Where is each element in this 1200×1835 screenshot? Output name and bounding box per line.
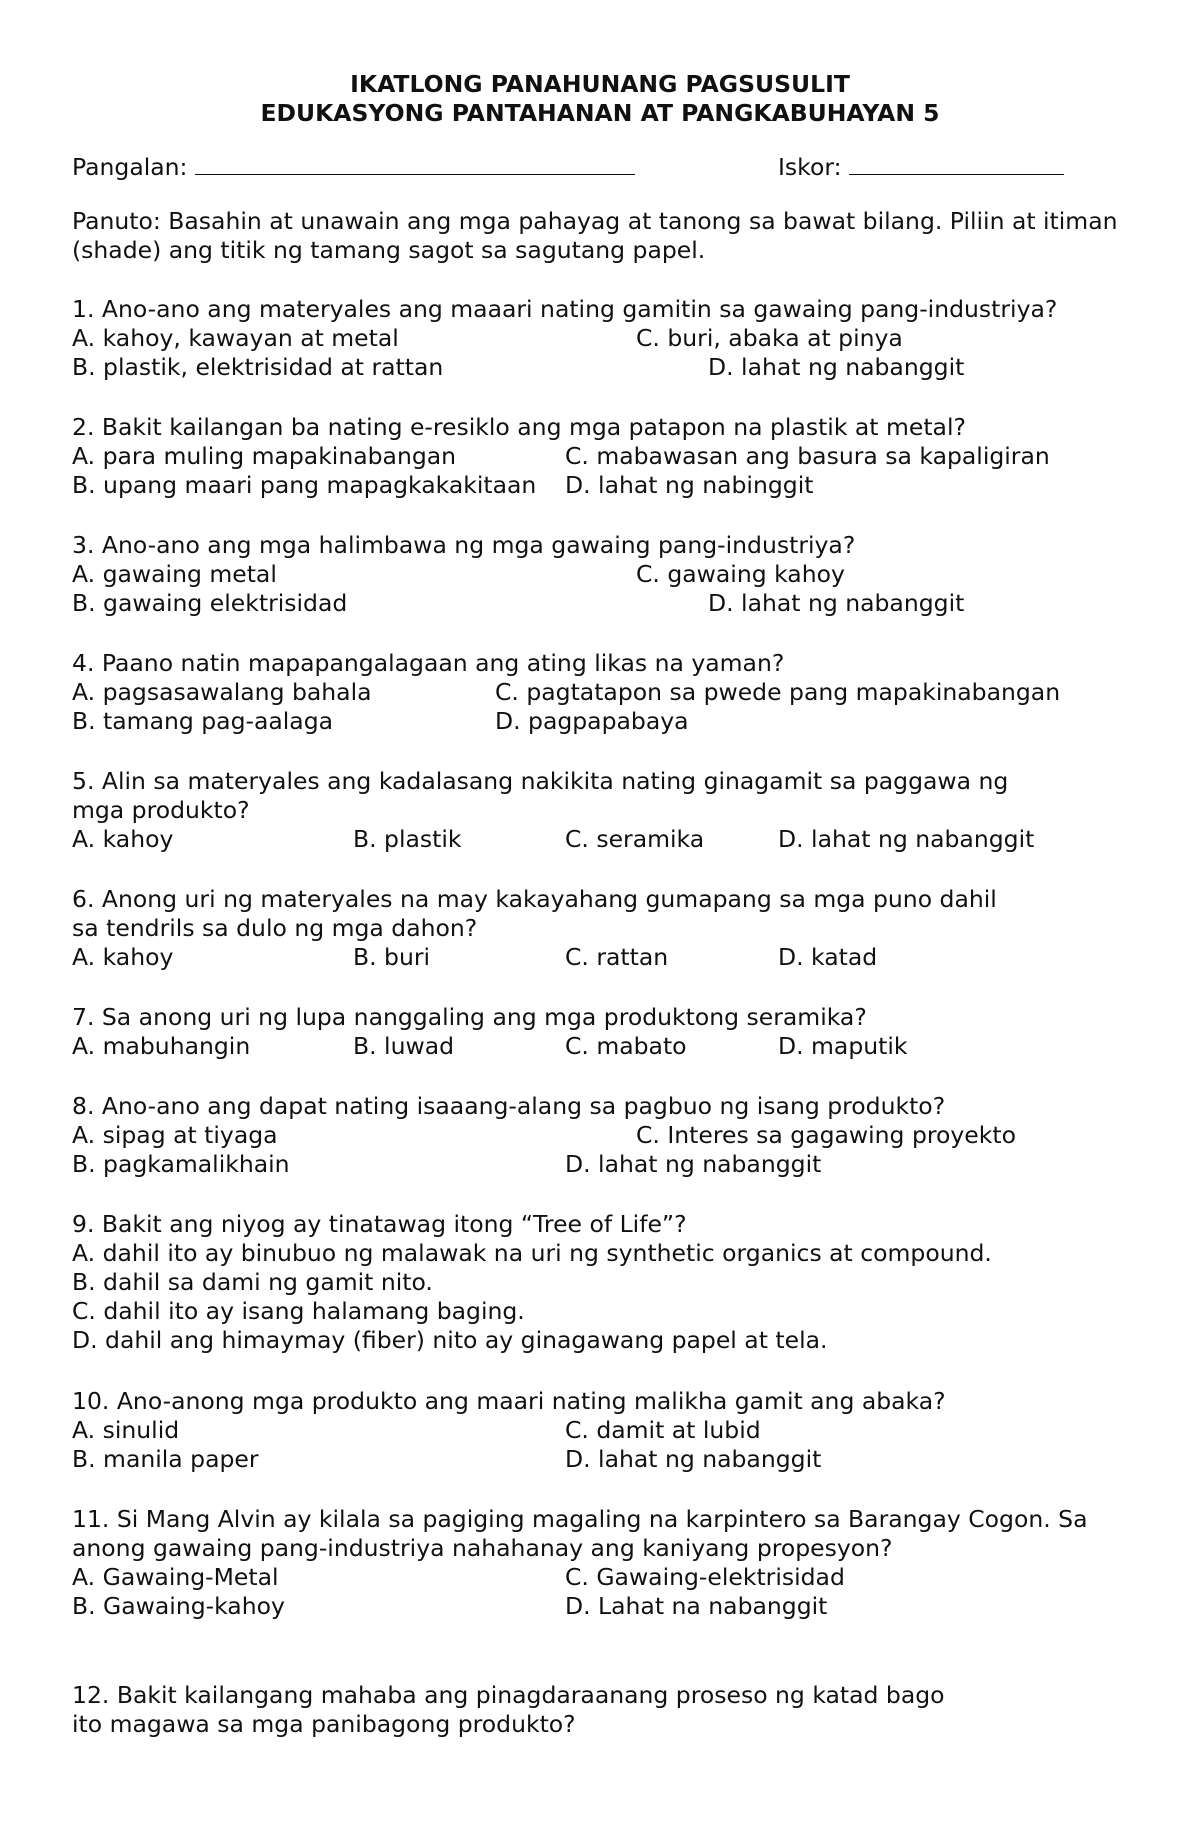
choice-d: D. lahat ng nabinggit — [565, 471, 814, 499]
name-label: Pangalan: — [72, 153, 188, 181]
choice-b: B. Gawaing-kahoy — [72, 1592, 285, 1620]
choice-d: D. pagpapabaya — [495, 707, 689, 735]
choice-c: C. mabato — [565, 1032, 687, 1060]
exam-subject: EDUKASYONG PANTAHANAN AT PANGKABUHAYAN 5 — [260, 99, 940, 127]
choice-a: A. mabuhangin — [72, 1032, 251, 1060]
choice-d: D. lahat ng nabanggit — [708, 353, 965, 381]
question-text: 1. Ano-ano ang materyales ang maaari nating gamitin sa gawaing pang-industriya? — [72, 295, 1058, 323]
question-text: 11. Si Mang Alvin ay kilala sa pagiging magaling na karpintero sa Barangay Cogon. Sa — [72, 1505, 1088, 1533]
choice-a: A. pagsasawalang bahala — [72, 678, 372, 706]
choice-d: D. katad — [778, 943, 878, 971]
instructions-line: Panuto: Basahin at unawain ang mga pahayag at tanong sa bawat bilang. Piliin at itiman — [72, 207, 1118, 235]
choice-b: B. gawaing elektrisidad — [72, 589, 348, 617]
question-text: 9. Bakit ang niyog ay tinatawag itong “Tree of Life”? — [72, 1210, 687, 1238]
question-text: 10. Ano-anong mga produkto ang maari nating malikha gamit ang abaka? — [72, 1387, 946, 1415]
question-text: sa tendrils sa dulo ng mga dahon? — [72, 914, 478, 942]
choice-b: B. buri — [353, 943, 431, 971]
choice-c: C. mabawasan ang basura sa kapaligiran — [565, 442, 1050, 470]
question-text: anong gawaing pang-industriya nahahanay ang kaniyang propesyon? — [72, 1534, 893, 1562]
exam-title: IKATLONG PANAHUNANG PAGSUSULIT — [350, 70, 850, 98]
choice-b: B. plastik — [353, 825, 462, 853]
choice-d: D. lahat ng nabanggit — [778, 825, 1035, 853]
question-text: mga produkto? — [72, 796, 250, 824]
question-text: 7. Sa anong uri ng lupa nanggaling ang mga produktong seramika? — [72, 1003, 867, 1031]
question-text: 6. Anong uri ng materyales na may kakayahang gumapang sa mga puno dahil — [72, 885, 997, 913]
choice-c: C. Gawaing-elektrisidad — [565, 1563, 845, 1591]
choice-d: D. lahat ng nabanggit — [708, 589, 965, 617]
choice-d: D. lahat ng nabanggit — [565, 1150, 822, 1178]
choice-c: C. buri, abaka at pinya — [636, 324, 903, 352]
choice-a: A. kahoy, kawayan at metal — [72, 324, 399, 352]
score-field — [778, 153, 1064, 183]
choice-a: A. Gawaing-Metal — [72, 1563, 279, 1591]
choice-c: C. rattan — [565, 943, 669, 971]
choice-b: B. dahil sa dami ng gamit nito. — [72, 1268, 433, 1296]
choice-b: B. luwad — [353, 1032, 455, 1060]
choice-a: A. dahil ito ay binubuo ng malawak na uri ng synthetic organics at compound. — [72, 1239, 992, 1267]
choice-b: B. plastik, elektrisidad at rattan — [72, 353, 444, 381]
choice-a: A. para muling mapakinabangan — [72, 442, 457, 470]
question-text: 12. Bakit kailangang mahaba ang pinagdaraanang proseso ng katad bago — [72, 1681, 945, 1709]
choice-c: C. gawaing kahoy — [636, 560, 845, 588]
choice-a: A. sinulid — [72, 1416, 180, 1444]
question-text: 5. Alin sa materyales ang kadalasang nakikita nating ginagamit sa paggawa ng — [72, 767, 1009, 795]
instructions-line: (shade) ang titik ng tamang sagot sa sagutang papel. — [72, 236, 706, 264]
choice-b: B. pagkamalikhain — [72, 1150, 290, 1178]
choice-c: C. pagtatapon sa pwede pang mapakinabangan — [495, 678, 1061, 706]
choice-a: A. gawaing metal — [72, 560, 277, 588]
choice-b: B. tamang pag-aalaga — [72, 707, 334, 735]
choice-d: D. dahil ang himaymay (fiber) nito ay ginagawang papel at tela. — [72, 1326, 828, 1354]
choice-d: D. Lahat na nabanggit — [565, 1592, 828, 1620]
choice-a: A. kahoy — [72, 825, 174, 853]
choice-b: B. upang maari pang mapagkakakitaan — [72, 471, 537, 499]
name-blank-line — [195, 173, 635, 175]
choice-a: A. kahoy — [72, 943, 174, 971]
choice-b: B. manila paper — [72, 1445, 259, 1473]
question-text: 2. Bakit kailangan ba nating e-resiklo ang mga patapon na plastik at metal? — [72, 413, 966, 441]
question-text: 3. Ano-ano ang mga halimbawa ng mga gawaing pang-industriya? — [72, 531, 856, 559]
choice-c: C. dahil ito ay isang halamang baging. — [72, 1297, 525, 1325]
choice-d: D. lahat ng nabanggit — [565, 1445, 822, 1473]
choice-a: A. sipag at tiyaga — [72, 1121, 278, 1149]
choice-c: C. Interes sa gagawing proyekto — [636, 1121, 1016, 1149]
score-blank-line — [849, 173, 1064, 175]
question-text: 4. Paano natin mapapangalagaan ang ating likas na yaman? — [72, 649, 785, 677]
question-text: 8. Ano-ano ang dapat nating isaaang-alang sa pagbuo ng isang produkto? — [72, 1092, 946, 1120]
name-field — [72, 153, 635, 183]
choice-d: D. maputik — [778, 1032, 908, 1060]
choice-c: C. seramika — [565, 825, 705, 853]
score-label: Iskor: — [778, 153, 842, 181]
question-text: ito magawa sa mga panibagong produkto? — [72, 1710, 576, 1738]
choice-c: C. damit at lubid — [565, 1416, 761, 1444]
